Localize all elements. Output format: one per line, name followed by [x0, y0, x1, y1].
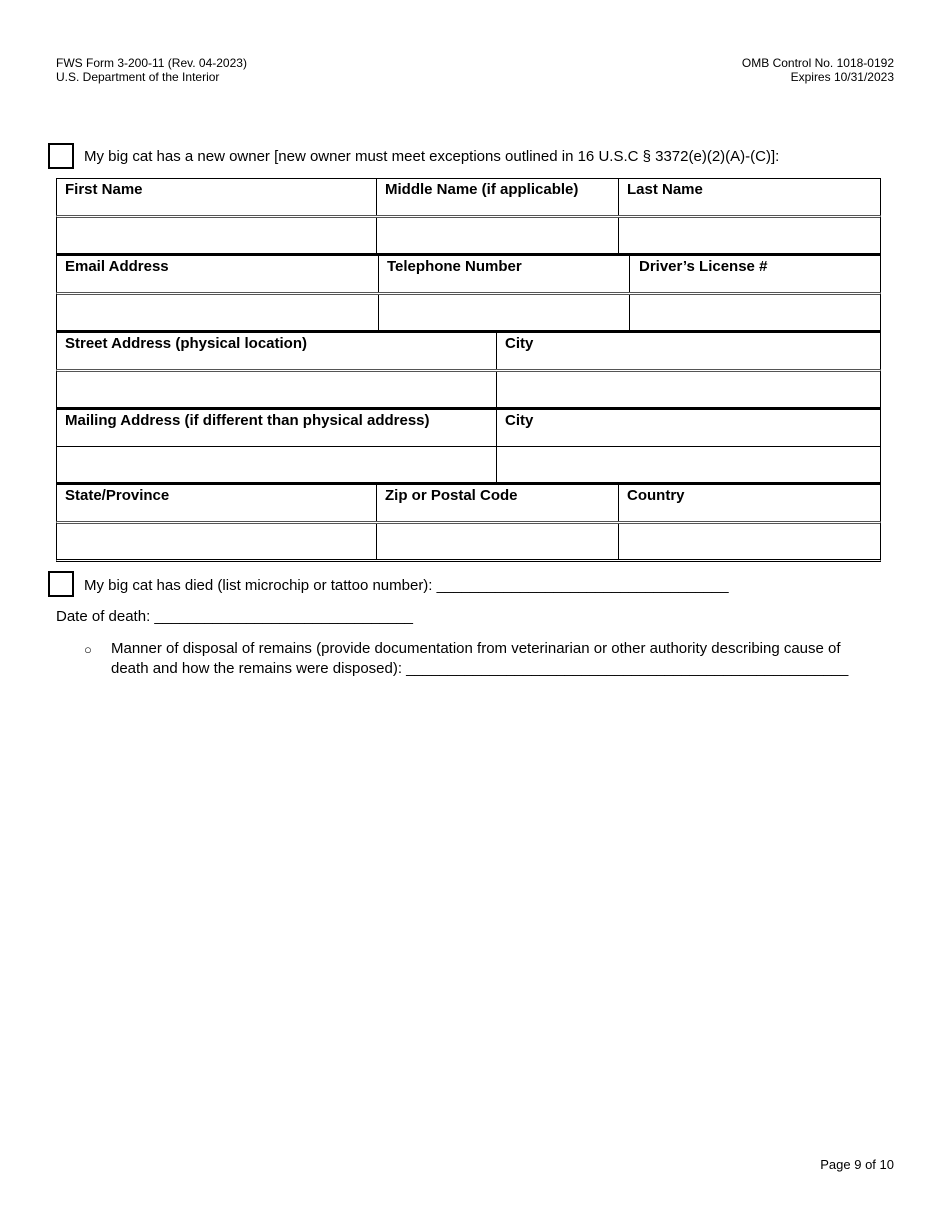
- state-input[interactable]: [57, 524, 376, 559]
- mailing-address-label: Mailing Address (if different than physical address): [65, 412, 430, 429]
- last-name-label: Last Name: [618, 179, 880, 215]
- mailing-city-input[interactable]: [497, 447, 880, 482]
- telephone-label: Telephone Number: [378, 256, 629, 292]
- department-name: U.S. Department of the Interior: [56, 70, 220, 84]
- zip-input[interactable]: [377, 524, 618, 559]
- manner-of-disposal-text: Manner of disposal of remains (provide documentation from veterinarian or other authority describing cause of death and how the remains were disposed): _____________________________________________________: [111, 640, 849, 677]
- street-input-row: [56, 369, 881, 407]
- region-label-row: [56, 482, 881, 521]
- email-label: Email Address: [65, 258, 169, 275]
- contact-input-row: [56, 292, 881, 330]
- city-label: City: [496, 333, 880, 369]
- first-name-label: First Name: [65, 181, 143, 198]
- state-label: State/Province: [65, 487, 170, 504]
- first-name-input[interactable]: [57, 218, 376, 253]
- drivers-license-label: Driver’s License #: [629, 256, 880, 292]
- new-owner-label: My big cat has a new owner [new owner must meet exceptions outlined in 16 U.S.C § 3372(e)(2)(A)-(C)]:: [84, 148, 780, 165]
- region-input-row: [56, 521, 881, 562]
- died-checkbox[interactable]: [48, 571, 74, 597]
- new-owner-checkbox[interactable]: [48, 143, 74, 169]
- drivers-license-input[interactable]: [630, 295, 880, 330]
- omb-control-number: OMB Control No. 1018-0192: [741, 56, 894, 70]
- country-input[interactable]: [619, 524, 880, 559]
- new-owner-form-table: [56, 178, 881, 562]
- name-input-row: [56, 215, 881, 253]
- mailing-address-input[interactable]: [57, 447, 496, 482]
- expiration-date: Expires 10/31/2023: [790, 70, 894, 84]
- name-label-row: [56, 178, 881, 215]
- telephone-input[interactable]: [379, 295, 629, 330]
- middle-name-input[interactable]: [377, 218, 618, 253]
- middle-name-label: Middle Name (if applicable): [376, 179, 618, 215]
- form-number: FWS Form 3-200-11 (Rev. 04-2023): [56, 56, 247, 70]
- form-header-left: [56, 56, 247, 84]
- mailing-city-label: City: [496, 410, 880, 446]
- last-name-input[interactable]: [619, 218, 880, 253]
- country-label: Country: [618, 485, 880, 521]
- street-address-input[interactable]: [57, 372, 496, 407]
- street-address-label: Street Address (physical location): [65, 335, 308, 352]
- bullet-icon: ○: [84, 642, 92, 657]
- email-input[interactable]: [57, 295, 378, 330]
- date-of-death-field: Date of death: _______________________________: [56, 608, 414, 625]
- contact-label-row: [56, 253, 881, 292]
- zip-label: Zip or Postal Code: [376, 485, 618, 521]
- street-label-row: [56, 330, 881, 369]
- page-number: Page 9 of 10: [820, 1157, 894, 1172]
- city-input[interactable]: [497, 372, 880, 407]
- form-header-right: [742, 56, 894, 84]
- mailing-input-row: [56, 446, 881, 482]
- died-label: My big cat has died (list microchip or tattoo number): ___________________________________: [84, 577, 729, 594]
- mailing-label-row: [56, 407, 881, 446]
